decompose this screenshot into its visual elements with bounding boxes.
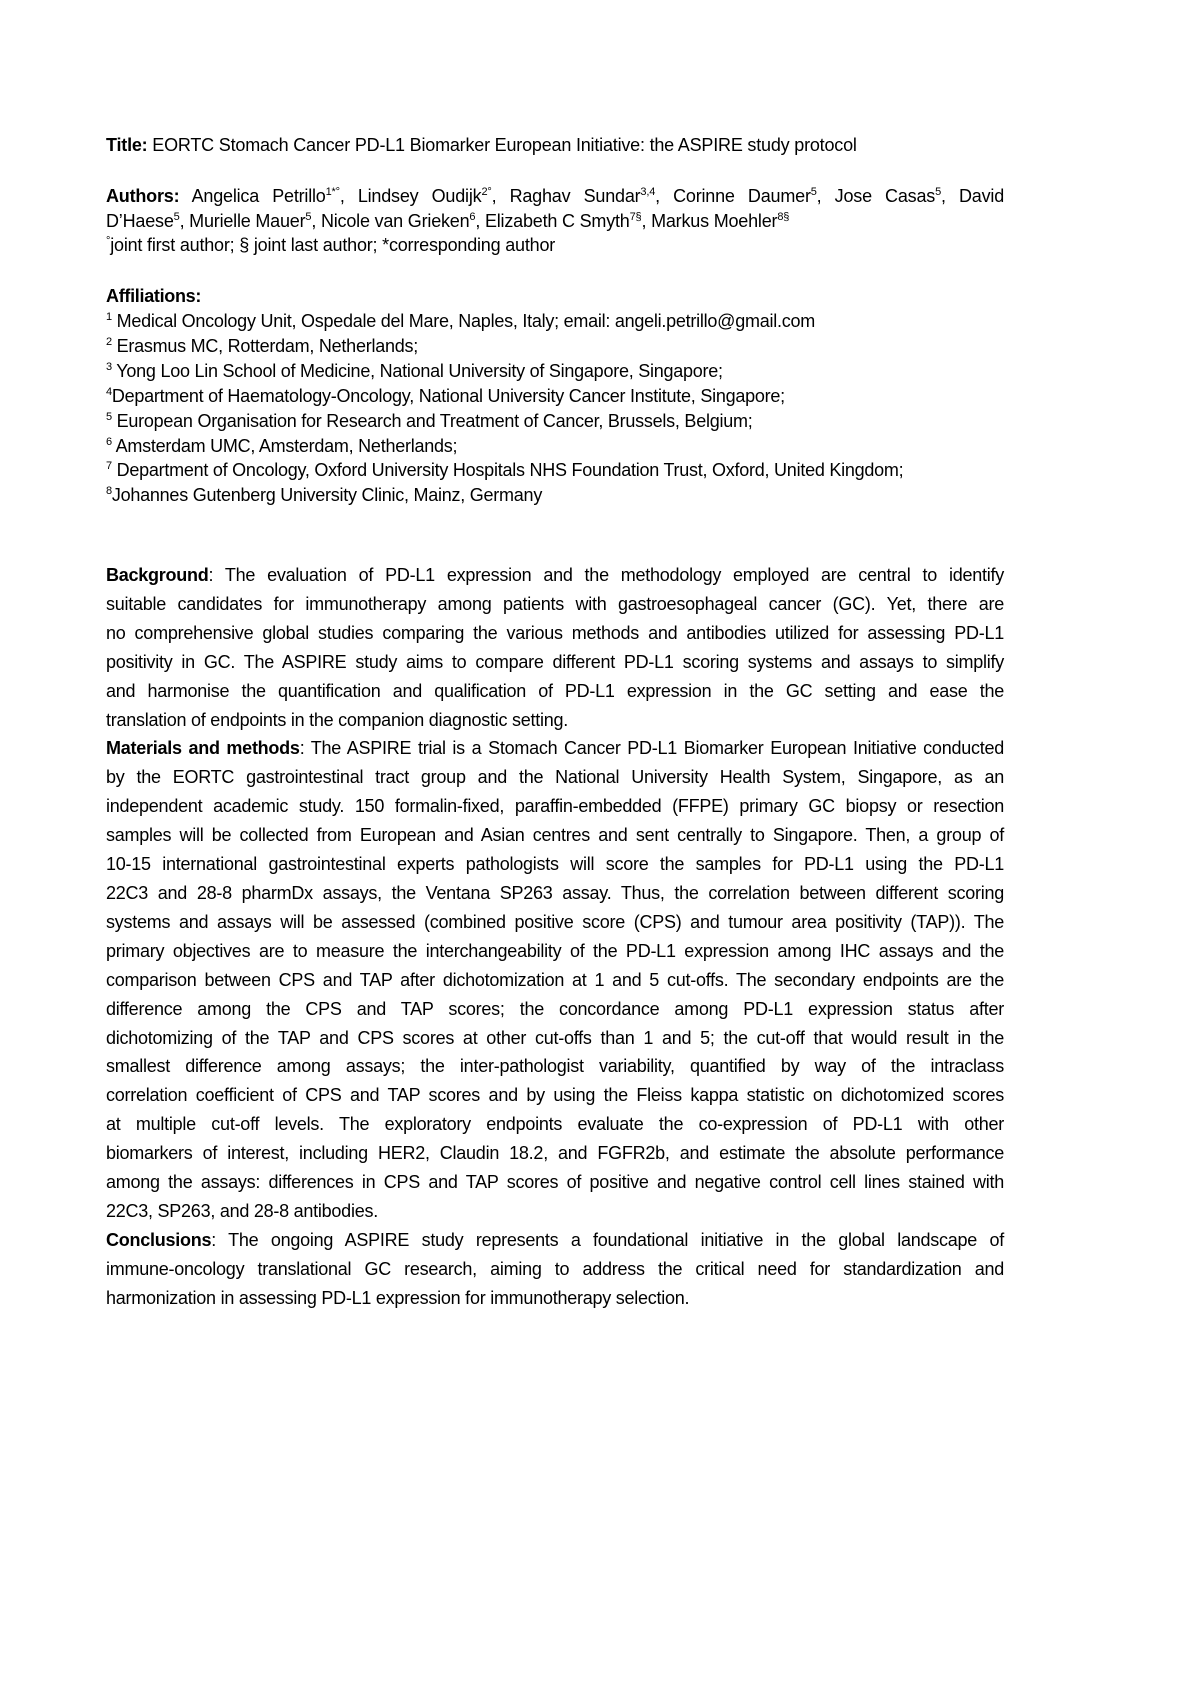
text-line bbox=[106, 561, 1004, 590]
abstract-methods bbox=[106, 734, 1004, 1225]
title-label: Title: bbox=[106, 135, 148, 155]
author-name-part: D’Haese bbox=[106, 210, 174, 231]
text-line: smallest difference among assays; the inter-pathologist variability, quantified by way of the intraclass bbox=[106, 1056, 1004, 1077]
title-line bbox=[106, 134, 857, 156]
abstract bbox=[106, 561, 1004, 1313]
text-line: 10-15 international gastrointestinal experts pathologists will score the samples for PD-L1 using the PD-L1 bbox=[106, 854, 1004, 875]
affiliation-text: Yong Loo Lin School of Medicine, National University of Singapore, Singapore; bbox=[111, 360, 723, 381]
text-line bbox=[106, 734, 1004, 763]
author-name: Corinne Daumer bbox=[673, 186, 811, 206]
text-line: dichotomizing of the TAP and CPS scores at other cut-offs than 1 and 5; the cut-off that would result in the bbox=[106, 1027, 1004, 1048]
affiliation-number: 3 bbox=[106, 360, 112, 373]
text-line: immune-oncology translational GC research, aiming to address the critical need for standardization and bbox=[106, 1258, 1004, 1279]
affiliations-heading: Affiliations: bbox=[106, 286, 202, 306]
affiliation-number: 7 bbox=[106, 460, 112, 473]
author-note bbox=[106, 234, 555, 256]
abstract-conclusions bbox=[106, 1226, 1004, 1313]
line-text: : The ongoing ASPIRE study represents a foundational initiative in the global landscape of bbox=[211, 1229, 1004, 1250]
conclusions-label: Conclusions bbox=[106, 1229, 212, 1250]
text-line: independent academic study. 150 formalin-fixed, paraffin-embedded (FFPE) primary GC biopsy or resection bbox=[106, 796, 1004, 817]
background-label: Background bbox=[106, 565, 209, 585]
affiliation-text: European Organisation for Research and Treatment of Cancer, Brussels, Belgium; bbox=[111, 410, 753, 431]
author-affil-sup: 3,4 bbox=[640, 186, 656, 198]
text-line: at multiple cut-off levels. The exploratory endpoints evaluate the co-expression of PD-L1 with other bbox=[106, 1114, 1004, 1135]
author-name-part: David bbox=[958, 186, 1005, 206]
text-line: difference among the CPS and TAP scores; the concordance among PD-L1 expression status after bbox=[106, 998, 1004, 1019]
paper-title: EORTC Stomach Cancer PD-L1 Biomarker European Initiative: the ASPIRE study protocol bbox=[152, 135, 857, 155]
author-name: Markus Moehler bbox=[651, 210, 778, 231]
authors-block bbox=[106, 184, 1004, 233]
author-affil-sup: 7§ bbox=[629, 210, 642, 223]
text-line: primary objectives are to measure the interchangeability of the PD-L1 expression among IHC assays and the bbox=[106, 940, 1004, 961]
affiliation-text: Department of Haematology-Oncology, National University Cancer Institute, Singapore; bbox=[111, 385, 785, 406]
line-text: : The evaluation of PD-L1 expression and the methodology employed are central to identify bbox=[208, 565, 1004, 585]
abstract-background bbox=[106, 561, 1004, 734]
affiliation-text: Medical Oncology Unit, Ospedale del Mare, Naples, Italy; email: angeli.petrillo@gmail.com bbox=[111, 311, 815, 331]
text-line: translation of endpoints in the companion diagnostic setting. bbox=[106, 709, 569, 730]
affiliation-text: Johannes Gutenberg University Clinic, Mainz, Germany bbox=[111, 485, 543, 506]
authors-line-2: D’Haese$^5$, Murielle Mauer$^5$, Nicole van Grieken$^6$, Elizabeth C Smyth$^{7\S}$, Markus Moehler$^{8\S}$ bbox=[106, 210, 790, 231]
text-line: and harmonise the quantification and qualification of PD-L1 expression in the GC setting and ease the bbox=[106, 680, 1004, 701]
author-affil-sup: 5 bbox=[935, 186, 941, 198]
author-name: Raghav Sundar bbox=[509, 186, 641, 206]
affiliation-number: 2 bbox=[106, 335, 112, 348]
author-name: Nicole van Grieken bbox=[320, 210, 470, 231]
text-line: samples will be collected from European and Asian centres and sent centrally to Singapore. Then, a group of bbox=[106, 825, 1004, 846]
affiliation-number: 4 bbox=[106, 385, 112, 398]
text-line: correlation coefficient of CPS and TAP scores and by using the Fleiss kappa statistic on dichotomized scores bbox=[106, 1085, 1004, 1106]
affiliation-item bbox=[106, 359, 903, 384]
affiliation-item bbox=[106, 483, 903, 508]
affiliation-item bbox=[106, 384, 903, 409]
author-name: Angelica Petrillo bbox=[191, 186, 326, 206]
text-line: among the assays: differences in CPS and TAP scores of positive and negative control cell lines stained with bbox=[106, 1172, 1004, 1193]
affiliation-number: 8 bbox=[106, 485, 112, 498]
affiliation-text: Erasmus MC, Rotterdam, Netherlands; bbox=[111, 335, 418, 356]
affiliation-text: Amsterdam UMC, Amsterdam, Netherlands; bbox=[111, 435, 458, 456]
affiliation-number: 5 bbox=[106, 410, 112, 423]
text-line: 22C3 and 28-8 pharmDx assays, the Ventana SP263 assay. Thus, the correlation between different scoring bbox=[106, 882, 1004, 903]
text-line: by the EORTC gastrointestinal tract group and the National University Health System, Singapore, as an bbox=[106, 767, 1004, 788]
author-name: Elizabeth C Smyth bbox=[484, 210, 630, 231]
affiliations-list bbox=[106, 309, 903, 508]
author-affil-sup: 5 bbox=[810, 186, 817, 198]
author-name: Jose Casas bbox=[834, 186, 936, 206]
text-line bbox=[106, 1226, 1004, 1255]
author-name: Murielle Mauer bbox=[189, 210, 306, 231]
text-line: positivity in GC. The ASPIRE study aims to compare different PD-L1 scoring systems and assays to simplify bbox=[106, 651, 1004, 672]
author-note-text: joint first author; § joint last author; *corresponding author bbox=[110, 235, 556, 255]
affiliation-item bbox=[106, 409, 903, 434]
affiliation-item bbox=[106, 334, 903, 359]
affiliation-item bbox=[106, 434, 903, 459]
text-line: comparison between CPS and TAP after dichotomization at 1 and 5 cut-offs. The secondary endpoints are the bbox=[106, 969, 1004, 990]
authors-line-1: Authors: Angelica Petrillo$^{1*^\circ}$, Lindsey Oudijk$^{2^\circ}$, Raghav Sundar$^{3,4}$, Corinne Daumer$^5$, Jose Casas$^5$, David bbox=[106, 186, 1005, 206]
text-line: suitable candidates for immunotherapy among patients with gastroesophageal cancer (GC). Yet, there are bbox=[106, 593, 1004, 614]
author-affil-sup: 6 bbox=[469, 210, 476, 223]
text-line: no comprehensive global studies comparing the various methods and antibodies utilized for assessing PD-L1 bbox=[106, 622, 1004, 643]
text-line: 22C3, SP263, and 28-8 antibodies. bbox=[106, 1200, 378, 1221]
text-line: harmonization in assessing PD-L1 expression for immunotherapy selection. bbox=[106, 1287, 690, 1308]
author-affil-sup: 5 bbox=[305, 210, 312, 223]
author-affil-sup: 5 bbox=[173, 210, 180, 223]
author-affil-sup: 1*° bbox=[325, 186, 340, 198]
text-line: biomarkers of interest, including HER2, Claudin 18.2, and FGFR2b, and estimate the absolute performance bbox=[106, 1143, 1004, 1164]
text-line: systems and assays will be assessed (combined positive score (CPS) and tumour area positivity (TAP)). The bbox=[106, 911, 1004, 932]
author-note-mark: ° bbox=[106, 235, 111, 247]
affiliation-number: 6 bbox=[106, 435, 112, 448]
methods-label: Materials and methods bbox=[106, 738, 300, 759]
affiliation-number: 1 bbox=[106, 311, 112, 323]
affiliation-text: Department of Oncology, Oxford University Hospitals NHS Foundation Trust, Oxford, United Kingdom; bbox=[111, 460, 904, 481]
affiliation-item bbox=[106, 458, 903, 483]
line-text: : The ASPIRE trial is a Stomach Cancer PD-L1 Biomarker European Initiative conducted bbox=[299, 738, 1004, 759]
author-affil-sup: 8§ bbox=[777, 210, 790, 223]
author-affil-sup: 2° bbox=[481, 186, 492, 198]
affiliation-item bbox=[106, 309, 903, 334]
author-name: Lindsey Oudijk bbox=[357, 186, 482, 206]
authors-label: Authors: bbox=[106, 186, 180, 206]
